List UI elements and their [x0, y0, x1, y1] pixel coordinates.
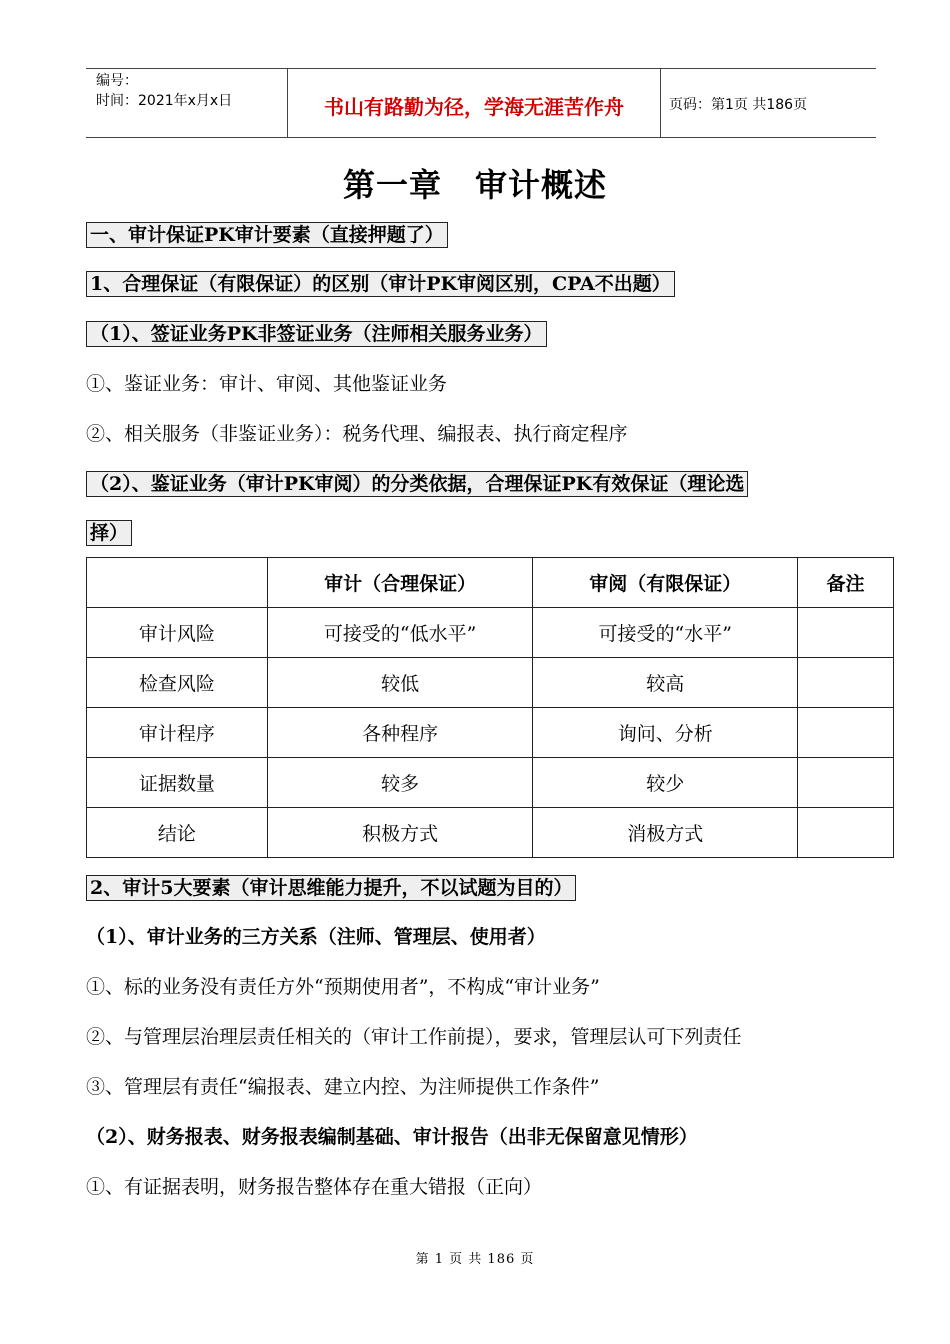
list-item: ①、标的业务没有责任方外“预期使用者”，不构成“审计业务” — [86, 976, 600, 998]
table-row — [87, 658, 894, 708]
table-header-cell: 审计（合理保证） — [267, 558, 533, 608]
table-cell: 各种程序 — [267, 708, 533, 758]
subheading-2-1: （1）、审计业务的三方关系（注师、管理层、使用者） — [86, 926, 546, 948]
table-cell — [798, 608, 894, 658]
list-item: ③、管理层有责任“编报表、建立内控、为注师提供工作条件” — [86, 1076, 600, 1098]
table-header-cell: 备注 — [798, 558, 894, 608]
table-row — [87, 608, 894, 658]
list-item: ②、相关服务（非鉴证业务）：税务代理、编报表、执行商定程序 — [86, 423, 628, 445]
table-row — [87, 758, 894, 808]
header-meta — [86, 69, 288, 137]
table-cell: 较低 — [267, 658, 533, 708]
list-item: ②、与管理层治理层责任相关的（审计工作前提），要求，管理层认可下列责任 — [86, 1026, 742, 1048]
section-heading-1-1-2-cont: 择） — [86, 520, 132, 546]
table-header-row — [87, 558, 894, 608]
time-label: 时间：2021年x月x日 — [96, 93, 233, 109]
table-cell: 较高 — [533, 658, 798, 708]
comparison-table — [86, 557, 894, 858]
subheading-2-2: （2）、财务报表、财务报表编制基础、审计报告（出非无保留意见情形） — [86, 1126, 698, 1148]
table-cell — [798, 708, 894, 758]
table-cell — [798, 808, 894, 858]
table-cell: 较少 — [533, 758, 798, 808]
section-heading-2: 2、审计5大要素（审计思维能力提升，不以试题为目的） — [86, 875, 576, 901]
table-cell: 审计程序 — [87, 708, 268, 758]
table-cell: 可接受的“水平” — [533, 608, 798, 658]
table-row — [87, 708, 894, 758]
section-heading-1: 一、审计保证PK审计要素（直接押题了） — [86, 222, 448, 248]
table-cell — [798, 758, 894, 808]
section-heading-1-1: 1、合理保证（有限保证）的区别（审计PK审阅区别，CPA不出题） — [86, 271, 675, 297]
list-item: ①、鉴证业务：审计、审阅、其他鉴证业务 — [86, 373, 448, 395]
table-header-cell — [87, 558, 268, 608]
section-heading-1-1-2: （2）、鉴证业务（审计PK审阅）的分类依据，合理保证PK有效保证（理论选 — [86, 471, 748, 497]
table-cell: 消极方式 — [533, 808, 798, 858]
table-cell: 结论 — [87, 808, 268, 858]
table-cell: 较多 — [267, 758, 533, 808]
header-page-label: 页码：第1页 共186页 — [669, 97, 808, 113]
table-row — [87, 808, 894, 858]
number-label: 编号： — [96, 73, 138, 89]
table-cell: 积极方式 — [267, 808, 533, 858]
table-cell: 可接受的“低水平” — [267, 608, 533, 658]
table-header-cell: 审阅（有限保证） — [533, 558, 798, 608]
header-motto: 书山有路勤为径，学海无涯苦作舟 — [288, 69, 661, 137]
table-cell: 审计风险 — [87, 608, 268, 658]
page-footer: 第 1 页 共 186 页 — [415, 1252, 535, 1267]
table-cell — [798, 658, 894, 708]
table-cell: 证据数量 — [87, 758, 268, 808]
list-item: ①、有证据表明，财务报告整体存在重大错报（正向） — [86, 1176, 543, 1198]
section-heading-1-1-1: （1）、签证业务PK非签证业务（注师相关服务业务） — [86, 321, 547, 347]
chapter-title: 第一章 审计概述 — [342, 166, 607, 204]
table-cell: 询问、分析 — [533, 708, 798, 758]
page-header — [86, 68, 876, 138]
table-cell: 检查风险 — [87, 658, 268, 708]
